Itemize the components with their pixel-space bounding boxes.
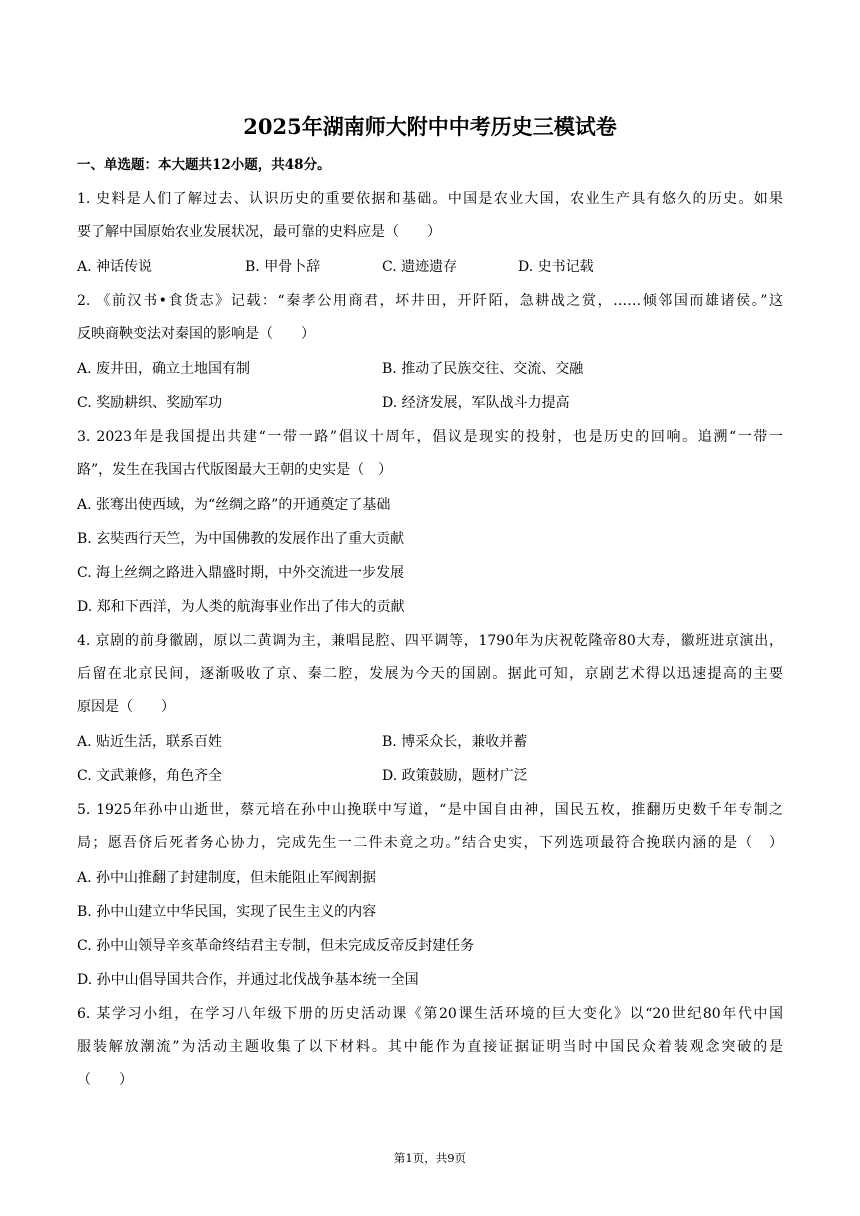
question-5-option-b: B. 孙中山建立中华民国，实现了民生主义的内容 — [77, 904, 377, 920]
question-3-option-b: B. 玄奘西行天竺，为中国佛教的发展作出了重大贡献 — [77, 531, 405, 547]
question-5-option-a: A. 孙中山推翻了封建制度，但未能阻止军阀割据 — [77, 870, 377, 886]
question-4-option-a: A. 贴近生活，联系百姓 — [77, 734, 223, 750]
question-4-line-3: 原因是（ ） — [77, 699, 175, 715]
question-3-line-2: 路”，发生在我国古代版图最大王朝的史实是（ ） — [77, 462, 393, 478]
question-3-option-d: D. 郑和下西洋，为人类的航海事业作出了伟大的贡献 — [77, 599, 405, 615]
question-3-option-a: A. 张骞出使西域，为“丝绸之路”的开通奠定了基础 — [77, 497, 391, 513]
page-footer: 第1页，共9页 — [393, 1151, 467, 1165]
question-4-option-d: D. 政策鼓励，题材广泛 — [382, 768, 528, 784]
question-2-option-c: C. 奖励耕织、奖励军功 — [77, 395, 223, 411]
question-6-line-3: （ ） — [77, 1072, 133, 1088]
question-1-option-d: D. 史书记载 — [518, 259, 594, 275]
question-2-option-a: A. 废井田，确立土地国有制 — [77, 361, 251, 377]
question-5-line-2: 局；愿吾侪后死者务心协力，完成先生一二件未竟之功。”结合史实，下列选项最符合挽联内涵的是（ ） — [77, 835, 783, 851]
question-5-option-c: C. 孙中山领导辛亥革命终结君主专制，但未完成反帝反封建任务 — [77, 938, 475, 954]
question-1-line-1: 1. 史料是人们了解过去、认识历史的重要依据和基础。中国是农业大国，农业生产具有悠久的历史。如果 — [77, 191, 783, 207]
question-1-option-c: C. 遗迹遗存 — [382, 259, 458, 275]
question-4-line-1: 4. 京剧的前身徽剧，原以二黄调为主，兼唱昆腔、四平调等，1790年为庆祝乾隆帝80大寿，徽班进京演出， — [77, 633, 783, 649]
question-4-option-c: C. 文武兼修，角色齐全 — [77, 768, 223, 784]
section-heading: 一、单选题：本大题共12小题，共48分。 — [77, 157, 331, 173]
question-2-line-2: 反映商鞅变法对秦国的影响是（ ） — [77, 326, 315, 342]
question-5-line-1: 5. 1925年孙中山逝世，蔡元培在孙中山挽联中写道，“是中国自由神，国民五枚，推翻历史数千年专制之 — [77, 802, 783, 818]
question-2-option-b: B. 推动了民族交往、交流、交融 — [382, 361, 584, 377]
question-3-line-1: 3. 2023年是我国提出共建“一带一路”倡议十周年，倡议是现实的投射，也是历史的回响。追溯“一带一 — [77, 429, 783, 445]
question-6-line-2: 服装解放潮流”为活动主题收集了以下材料。其中能作为直接证据证明当时中国民众着装观念突破的是 — [77, 1039, 783, 1055]
question-5-option-d: D. 孙中山倡导国共合作，并通过北伐战争基本统一全国 — [77, 972, 419, 988]
question-4-line-2: 后留在北京民间，逐渐吸收了京、秦二腔，发展为今天的国剧。据此可知，京剧艺术得以迅速提高的主要 — [77, 666, 783, 682]
question-4-option-b: B. 博采众长，兼收并蓄 — [382, 734, 528, 750]
question-1-option-a: A. 神话传说 — [77, 259, 153, 275]
question-3-option-c: C. 海上丝绸之路进入鼎盛时期，中外交流进一步发展 — [77, 565, 405, 581]
question-2-option-d: D. 经济发展，军队战斗力提高 — [382, 395, 570, 411]
question-1-line-2: 要了解中国原始农业发展状况，最可靠的史料应是（ ） — [77, 224, 441, 240]
exam-title: 2025年湖南师大附中中考历史三模试卷 — [243, 114, 617, 139]
question-1-option-b: B. 甲骨卜辞 — [245, 259, 321, 275]
question-2-line-1: 2. 《前汉书•食货志》记载：“秦孝公用商君，坏井田，开阡陌，急耕战之赏，……倾邻国而雄诸侯。”这 — [77, 293, 783, 309]
question-6-line-1: 6. 某学习小组，在学习八年级下册的历史活动课《第20课生活环境的巨大变化》以“20世纪80年代中国 — [77, 1006, 783, 1022]
